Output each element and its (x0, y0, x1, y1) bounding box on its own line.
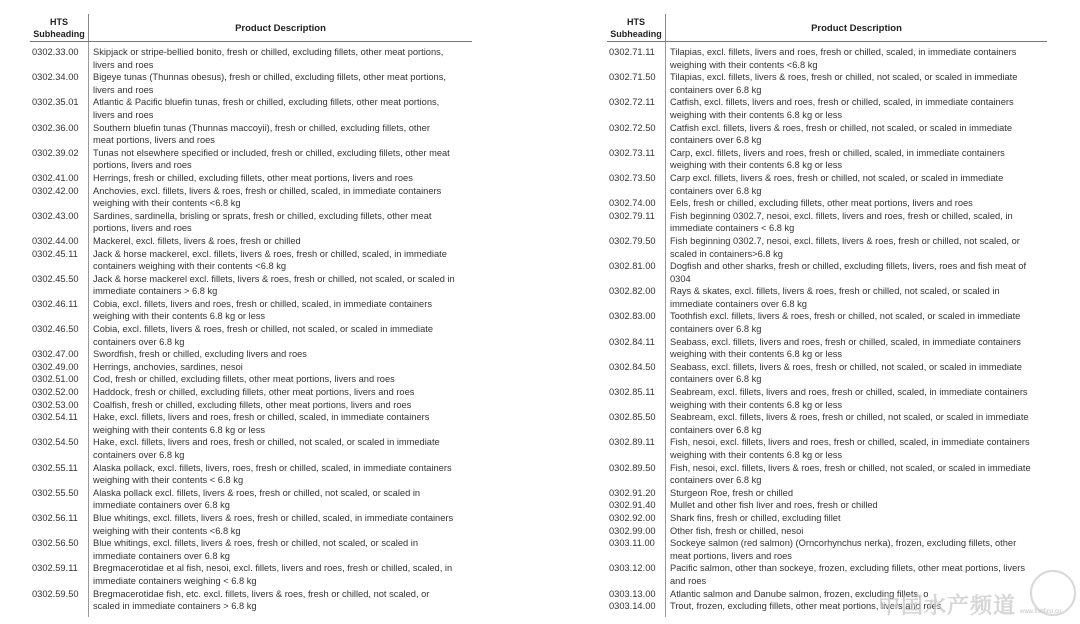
table-row (607, 172, 1047, 197)
description-line: Herrings, fresh or chilled, excluding fillets, other meat portions, livers and roes (93, 172, 413, 183)
description-line: Fish beginning 0302.7, nesoi, excl. fillets, livers and roes, fresh or chilled, scaled, in (670, 210, 1013, 221)
description-line: immediate containers over 6.8 kg (93, 550, 230, 561)
description-line: Dogfish and other sharks, fresh or chilled, excluding fillets, livers, roes and fish meat of (670, 261, 1027, 272)
hts-code: 0302.74.00 (609, 198, 656, 209)
product-description (88, 373, 472, 386)
table-row (607, 46, 1047, 71)
description-line: immediate containers weighing < 6.8 kg (93, 575, 257, 586)
description-line: immediate containers > 6.8 kg (93, 286, 218, 297)
product-description (665, 147, 1047, 172)
description-line: Herrings, anchovies, sardines, nesoi (93, 361, 243, 372)
product-description (88, 487, 472, 512)
hts-code: 0302.85.50 (609, 412, 656, 423)
hts-code: 0302.82.00 (609, 286, 656, 297)
hts-code: 0302.84.11 (609, 336, 655, 347)
description-line: portions, livers and roes (93, 223, 192, 234)
table-row (30, 399, 472, 412)
description-line: Southern bluefin tunas (Thunnas maccoyii), fresh or chilled, excluding fillets, other (93, 122, 430, 133)
hts-code: 0302.41.00 (32, 172, 79, 183)
product-description (665, 499, 1047, 512)
hts-code: 0302.35.01 (32, 97, 79, 108)
header-hts: HTS (50, 17, 68, 27)
description-line: Hake, excl. fillets, livers and roes, fresh or chilled, scaled, in immediate containers (93, 412, 430, 423)
table-row (30, 537, 472, 562)
description-line: meat portions, livers and roes (670, 550, 792, 561)
description-column-header: Product Description (811, 23, 902, 34)
product-description (88, 537, 472, 562)
hts-code: 0302.72.50 (609, 122, 656, 133)
description-line: containers weighing with their contents <6.8 kg (93, 261, 287, 272)
description-line: Cod, fresh or chilled, excluding fillets, other meat portions, livers and roes (93, 374, 395, 385)
description-line: Bigeye tunas (Thunnas obesus), fresh or chilled, excluding fillets, other meat portions, (93, 72, 446, 83)
hts-code: 0302.33.00 (32, 47, 79, 57)
table-row (30, 273, 472, 298)
description-line: Carp, excl. fillets, livers and roes, fresh or chilled, scaled, in immediate containers (670, 147, 1005, 158)
table-row (607, 525, 1047, 538)
header-subheading: Subheading (610, 29, 662, 39)
description-line: Sockeye salmon (red salmon) (Orncorhynchus nerka), frozen, excluding fillets, other (670, 538, 1017, 549)
description-line: Bregmacerotidae et al fish, nesoi, excl. fillets, livers and roes, fresh or chilled, scaled, in (93, 563, 453, 574)
table-row (30, 348, 472, 361)
description-line: containers over 6.8 kg (670, 324, 762, 335)
product-description (665, 487, 1047, 500)
table-row (607, 436, 1047, 461)
description-line: Alaska pollack excl. fillets, livers & roes, fresh or chilled, not scaled, or scaled in (93, 487, 421, 498)
table-row (607, 537, 1047, 562)
hts-code: 0302.85.11 (609, 387, 655, 398)
header-hts: HTS (627, 17, 645, 27)
description-line: Eels, fresh or chilled, excluding fillets, other meat portions, livers and roes (670, 198, 973, 209)
hts-code: 0302.55.11 (32, 462, 78, 473)
hts-code: 0303.12.00 (609, 563, 656, 574)
description-line: weighing with their contents 6.8 kg or less (670, 399, 843, 410)
table-row (30, 172, 472, 185)
product-description (88, 361, 472, 374)
hts-code: 0302.71.50 (609, 72, 656, 83)
product-description (88, 210, 472, 235)
product-description (88, 235, 472, 248)
table-row (30, 71, 472, 96)
table-row (607, 96, 1047, 121)
hts-code: 0302.89.11 (609, 437, 655, 448)
description-line: Trout, frozen, excluding fillets, other meat portions, livers and roes (670, 601, 942, 612)
description-line: Anchovies, excl. fillets, livers & roes, fresh or chilled, scaled, in immediate containers (93, 185, 442, 196)
hts-code: 0302.34.00 (32, 72, 79, 83)
description-line: Rays & skates, excl. fillets, livers & roes, fresh or chilled, not scaled, or scaled in (670, 286, 1000, 297)
hts-code: 0302.81.00 (609, 261, 656, 272)
description-line: immediate containers < 6.8 kg (670, 223, 795, 234)
description-line: Haddock, fresh or chilled, excluding fillets, other meat portions, livers and roes (93, 387, 415, 398)
description-line: Blue whitings, excl. fillets, livers & roes, fresh or chilled, not scaled, or scaled in (93, 538, 419, 549)
description-column-header: Product Description (235, 23, 326, 34)
table-row (30, 248, 472, 273)
hts-code: 0302.55.50 (32, 487, 79, 498)
product-description (665, 336, 1047, 361)
description-line: Fish beginning 0302.7, nesoi, excl. fillets, livers & roes, fresh or chilled, not scaled, or (670, 235, 1020, 246)
product-description (88, 248, 472, 273)
table-row (607, 260, 1047, 285)
description-line: Seabass, excl. fillets, livers and roes, fresh or chilled, scaled, in immediate containers (670, 336, 1021, 347)
description-line: and roes (670, 575, 707, 586)
code-column-header (30, 14, 89, 41)
description-line: Sardines, sardinella, brisling or sprats, fresh or chilled, excluding fillets, other meat (93, 210, 432, 221)
description-line: scaled in immediate containers > 6.8 kg (93, 601, 257, 612)
product-description (88, 122, 472, 147)
table-row (607, 197, 1047, 210)
description-line: 0304 (670, 273, 691, 284)
table-row (30, 512, 472, 537)
table-row (607, 462, 1047, 487)
description-line: Bregmacerotidae fish, etc. excl. fillets, livers & roes, fresh or chilled, not scaled, or (93, 588, 430, 599)
table-body (30, 42, 472, 613)
product-description (665, 361, 1047, 386)
code-column-header (607, 14, 666, 41)
description-line: livers and roes (93, 84, 154, 95)
product-description (88, 512, 472, 537)
description-line: Coalfish, fresh or chilled, excluding fillets, other meat portions, livers and roes (93, 399, 412, 410)
hts-code: 0302.89.50 (609, 462, 656, 473)
description-line: weighing with their contents 6.8 kg or less (670, 109, 843, 120)
hts-code: 0303.11.00 (609, 538, 655, 549)
description-line: Seabream, excl. fillets, livers & roes, fresh or chilled, not scaled, or scaled in immediate (670, 412, 1029, 423)
description-line: containers over 6.8 kg (670, 374, 762, 385)
description-line: immediate containers over 6.8 kg (670, 298, 807, 309)
hts-code: 0303.14.00 (609, 601, 656, 612)
hts-code: 0302.56.11 (32, 512, 78, 523)
description-line: Catfish excl. fillets, livers & roes, fresh or chilled, not scaled, or scaled in immediate (670, 122, 1013, 133)
product-description (665, 310, 1047, 335)
description-line: Tilapias, excl. fillets, livers and roes, fresh or chilled, scaled, in immediate containers (670, 47, 1017, 57)
hts-code: 0302.59.11 (32, 563, 78, 574)
hts-code: 0302.44.00 (32, 235, 79, 246)
description-line: Jack & horse mackerel excl. fillets, livers & roes, fresh or chilled, not scaled, or scaled in (93, 273, 455, 284)
table-row (607, 487, 1047, 500)
product-description (665, 462, 1047, 487)
product-description (88, 185, 472, 210)
hts-code: 0302.91.40 (609, 500, 656, 511)
description-line: Seabass, excl. fillets, livers & roes, fresh or chilled, not scaled, or scaled in immediate (670, 361, 1022, 372)
description-line: Blue whitings, excl. fillets, livers & roes, fresh or chilled, scaled, in immediate containers (93, 512, 454, 523)
hts-code: 0302.39.02 (32, 147, 79, 158)
table-row (607, 235, 1047, 260)
description-line: Toothfish excl. fillets, livers & roes, fresh or chilled, not scaled, or scaled in immediate (670, 311, 1021, 322)
hts-code: 0302.92.00 (609, 512, 656, 523)
description-line: Fish, nesoi, excl. fillets, livers and roes, fresh or chilled, scaled, in immediate containers (670, 437, 1030, 448)
table-row (607, 361, 1047, 386)
table-row (30, 46, 472, 71)
table-row (607, 411, 1047, 436)
description-line: containers over 6.8 kg (670, 185, 762, 196)
product-description (88, 411, 472, 436)
description-line: Atlantic & Pacific bluefin tunas, fresh or chilled, excluding fillets, other meat portions, (93, 97, 440, 108)
table-row (30, 588, 472, 613)
product-description (665, 512, 1047, 525)
description-line: Skipjack or stripe-bellied bonito, fresh or chilled, excluding fillets, other meat portions, (93, 47, 444, 57)
table-row (30, 436, 472, 461)
description-line: Hake, excl. fillets, livers and roes, fresh or chilled, not scaled, or scaled in immediate (93, 437, 440, 448)
hts-code: 0302.84.50 (609, 361, 656, 372)
description-line: weighing with their contents <6.8 kg (93, 198, 241, 209)
product-description (88, 323, 472, 348)
table-row (607, 122, 1047, 147)
hts-table-right (607, 14, 1047, 613)
description-line: Tilapias, excl. fillets, livers & roes, fresh or chilled, not scaled, or scaled in immediate (670, 72, 1018, 83)
product-description (665, 46, 1047, 71)
description-line: Cobia, excl. fillets, livers and roes, fresh or chilled, scaled, in immediate containers (93, 298, 432, 309)
hts-code: 0302.91.20 (609, 487, 656, 498)
table-row (607, 386, 1047, 411)
description-line: meat portions, livers and roes (93, 135, 215, 146)
description-line: Jack & horse mackerel, excl. fillets, livers & roes, fresh or chilled, scaled, in immediate (93, 248, 447, 259)
description-line: weighing with their contents <6.8 kg (670, 59, 818, 70)
product-description (665, 436, 1047, 461)
description-line: Pacific salmon, other than sockeye, frozen, excluding fillets, other meat portions, livers (670, 563, 1025, 574)
description-line: weighing with their contents 6.8 kg or less (93, 424, 266, 435)
product-description (88, 96, 472, 121)
hts-code: 0302.79.11 (609, 210, 655, 221)
table-header (30, 14, 472, 42)
description-line: Shark fins, fresh or chilled, excluding fillet (670, 512, 841, 523)
table-row (30, 96, 472, 121)
header-subheading: Subheading (33, 29, 85, 39)
hts-code: 0302.79.50 (609, 235, 656, 246)
product-description (88, 273, 472, 298)
table-row (30, 386, 472, 399)
hts-code: 0302.71.11 (609, 47, 655, 57)
description-line: Mullet and other fish liver and roes, fresh or chilled (670, 500, 878, 511)
product-description (88, 399, 472, 412)
description-line: containers over 6.8 kg (670, 424, 762, 435)
product-description (665, 537, 1047, 562)
description-line: weighing with their contents <6.8 kg (93, 525, 241, 536)
product-description (665, 386, 1047, 411)
product-description (88, 298, 472, 323)
product-description (88, 348, 472, 361)
table-row (30, 487, 472, 512)
table-row (607, 147, 1047, 172)
table-row (30, 562, 472, 587)
table-row (607, 499, 1047, 512)
table-row (30, 462, 472, 487)
description-line: immediate containers over 6.8 kg (93, 500, 230, 511)
hts-code: 0302.52.00 (32, 387, 79, 398)
product-description (665, 197, 1047, 210)
description-line: weighing with their contents 6.8 kg or less (670, 450, 843, 460)
product-description (665, 210, 1047, 235)
table-row (607, 71, 1047, 96)
table-row (607, 562, 1047, 587)
table-body (607, 42, 1047, 613)
description-line: Atlantic salmon and Danube salmon, frozen, excluding fillets, o (670, 588, 929, 599)
description-line: Sturgeon Roe, fresh or chilled (670, 487, 793, 498)
table-row (607, 210, 1047, 235)
description-line: Fish, nesoi, excl. fillets, livers & roes, fresh or chilled, not scaled, or scaled in immediate (670, 462, 1031, 473)
hts-code: 0302.54.50 (32, 437, 79, 448)
table-row (607, 285, 1047, 310)
product-description (88, 172, 472, 185)
product-description (665, 260, 1047, 285)
product-description (665, 235, 1047, 260)
hts-code: 0302.73.50 (609, 172, 656, 183)
description-line: Seabream, excl. fillets, livers and roes, fresh or chilled, scaled, in immediate containers (670, 387, 1028, 398)
hts-code: 0302.72.11 (609, 97, 655, 108)
table-row (30, 147, 472, 172)
product-description (88, 562, 472, 587)
table-row (30, 235, 472, 248)
hts-code: 0302.54.11 (32, 412, 78, 423)
description-line: Cobia, excl. fillets, livers & roes, fresh or chilled, not scaled, or scaled in immediate (93, 324, 433, 335)
table-row (30, 185, 472, 210)
watermark-url: www.fishfirst.cn (1020, 609, 1062, 615)
description-line: Carp excl. fillets, livers & roes, fresh or chilled, not scaled, or scaled in immediate (670, 172, 1004, 183)
product-description (665, 96, 1047, 121)
hts-table-left (30, 14, 472, 613)
description-line: weighing with their contents 6.8 kg or less (670, 349, 843, 360)
table-row (607, 310, 1047, 335)
table-row (607, 512, 1047, 525)
hts-code: 0302.73.11 (609, 147, 655, 158)
product-description (665, 411, 1047, 436)
product-description (665, 122, 1047, 147)
hts-code: 0302.53.00 (32, 399, 79, 410)
hts-code: 0302.83.00 (609, 311, 656, 322)
hts-code: 0302.99.00 (609, 525, 656, 536)
hts-code: 0302.45.50 (32, 273, 79, 284)
description-line: Alaska pollack, excl. fillets, livers, roes, fresh or chilled, scaled, in immediate containers (93, 462, 452, 473)
product-description (88, 46, 472, 71)
table-row (30, 361, 472, 374)
hts-code: 0302.46.11 (32, 298, 78, 309)
product-description (88, 588, 472, 613)
product-description (88, 386, 472, 399)
description-line: containers over 6.8 kg (93, 450, 185, 460)
table-row (30, 122, 472, 147)
description-line: Tunas not elsewhere specified or included, fresh or chilled, excluding fillets, other meat (93, 147, 450, 158)
table-row (607, 336, 1047, 361)
hts-code: 0302.36.00 (32, 122, 79, 133)
product-description (665, 172, 1047, 197)
product-description (88, 462, 472, 487)
product-description (665, 562, 1047, 587)
product-description (88, 436, 472, 461)
hts-code: 0302.49.00 (32, 361, 79, 372)
hts-code: 0302.47.00 (32, 349, 79, 360)
product-description (88, 71, 472, 96)
description-line: containers over 6.8 kg (670, 475, 762, 486)
hts-code: 0302.46.50 (32, 324, 79, 335)
description-line: Catfish, excl. fillets, livers and roes, fresh or chilled, scaled, in immediate containers (670, 97, 1014, 108)
product-description (665, 71, 1047, 96)
product-description (88, 147, 472, 172)
description-line: portions, livers and roes (93, 160, 192, 171)
description-line: weighing with their contents 6.8 kg or less (670, 160, 843, 171)
description-line: containers over 6.8 kg (670, 84, 762, 95)
description-line: weighing with their contents 6.8 kg or less (93, 311, 266, 322)
table-header (607, 14, 1047, 42)
description-line: livers and roes (93, 59, 154, 70)
watermark-text: 中国水产频道 (878, 593, 1017, 618)
table-row (30, 298, 472, 323)
hts-code: 0302.59.50 (32, 588, 79, 599)
description-line: livers and roes (93, 109, 154, 120)
description-line: scaled in containers>6.8 kg (670, 248, 783, 259)
product-description (665, 285, 1047, 310)
hts-code: 0302.43.00 (32, 210, 79, 221)
hts-code: 0302.51.00 (32, 374, 79, 385)
table-row (30, 411, 472, 436)
product-description (665, 525, 1047, 538)
description-line: containers over 6.8 kg (670, 135, 762, 146)
table-row (30, 323, 472, 348)
description-line: Mackerel, excl. fillets, livers & roes, fresh or chilled (93, 235, 301, 246)
description-line: Swordfish, fresh or chilled, excluding livers and roes (93, 349, 307, 360)
hts-code: 0302.42.00 (32, 185, 79, 196)
description-line: weighing with their contents < 6.8 kg (93, 475, 244, 486)
hts-code: 0303.13.00 (609, 588, 656, 599)
description-line: Other fish, fresh or chilled, nesoi (670, 525, 804, 536)
hts-code: 0302.56.50 (32, 538, 79, 549)
hts-code: 0302.45.11 (32, 248, 78, 259)
description-line: containers over 6.8 kg (93, 336, 185, 347)
table-row (30, 373, 472, 386)
table-row (30, 210, 472, 235)
